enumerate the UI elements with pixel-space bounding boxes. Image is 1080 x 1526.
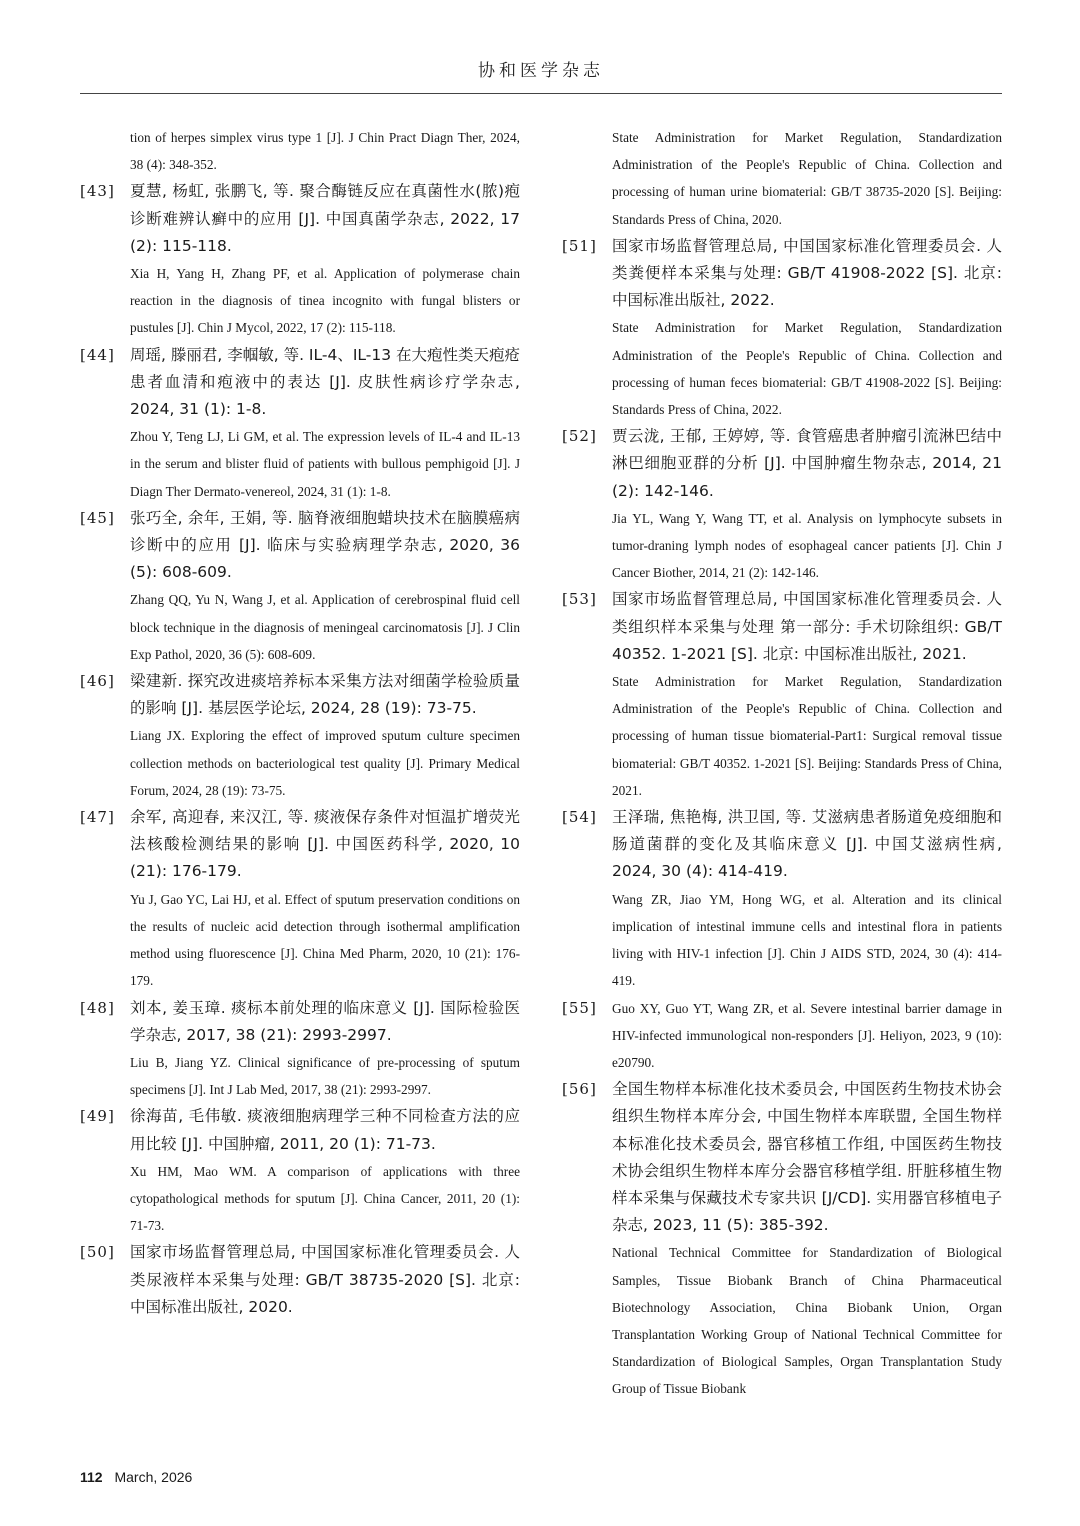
reference-number: [51] [562, 236, 597, 255]
reference-number: [46] [80, 672, 115, 691]
reference-text-chinese: 全国生物样本标准化技术委员会, 中国医药生物技术协会组织生物样本库分会, 中国生物样本库联盟, 全国生物样本标准化技术委员会, 器官移植工作组, 中国医药生物技术协会组织生物样本库分会器官移植学组. 肝脏移植生物样本采集与保藏技术专家共识 [J/CD]. 实用器官移植电子杂志, 2023, 11 (5): 385-392. [612, 1080, 1002, 1235]
reference-number: [56] [562, 1080, 597, 1099]
journal-title: 协和医学杂志 [478, 61, 604, 81]
reference-entry [80, 342, 520, 505]
reference-text-chinese: 国家市场监督管理总局, 中国国家标准化管理委员会. 人类组织样本采集与处理 第一部分: 手术切除组织: GB/T 40352. 1-2021 [S]. 北京: 中国标准出版社, 2021. [612, 590, 1002, 663]
reference-text-english: Liang JX. Exploring the effect of improved sputum culture specimen collection methods on bacteriological test quality [J]. Primary Medical Forum, 2024, 28 (19): 73-75. [130, 728, 520, 798]
reference-number: [53] [562, 590, 597, 609]
page-number: 112 [80, 1469, 103, 1485]
reference-text-chinese: 贾云泷, 王郁, 王婷婷, 等. 食管癌患者肿瘤引流淋巴结中淋巴细胞亚群的分析 [J]. 中国肿瘤生物杂志, 2014, 21 (2): 142-146. [612, 427, 1002, 500]
reference-text-english: Guo XY, Guo YT, Wang ZR, et al. Severe intestinal barrier damage in HIV-infected immunological non-responders [J]. Heliyon, 2023, 9 (10): e20790. [612, 1000, 1002, 1070]
reference-entry [80, 804, 520, 994]
reference-text-chinese: 夏慧, 杨虹, 张鹏飞, 等. 聚合酶链反应在真菌性水(脓)疱诊断难辨认癣中的应用 [J]. 中国真菌学杂志, 2022, 17 (2): 115-118. [130, 182, 520, 255]
reference-text-chinese: 王泽瑞, 焦艳梅, 洪卫国, 等. 艾滋病患者肠道免疫细胞和肠道菌群的变化及其临床意义 [J]. 中国艾滋病性病, 2024, 30 (4): 414-419. [612, 808, 1002, 881]
reference-text-chinese: 张巧全, 余年, 王娟, 等. 脑脊液细胞蜡块技术在脑膜癌病诊断中的应用 [J]. 临床与实验病理学杂志, 2020, 36 (5): 608-609. [130, 508, 520, 582]
reference-entry [80, 1239, 520, 1321]
reference-number: [44] [80, 345, 115, 364]
left-column-references [80, 124, 520, 1321]
reference-text-chinese: 周瑶, 滕丽君, 李帼敏, 等. IL-4、IL-13 在大疱性类天疱疮患者血清和疱液中的表达 [J]. 皮肤性病诊疗学杂志, 2024, 31 (1): 1-8. [130, 345, 520, 419]
reference-text-english: Yu J, Gao YC, Lai HJ, et al. Effect of sputum preservation conditions on the results of nucleic acid detection through isothermal amplification method using fluorescence [J]. China Med Pharm, 2020, 10 (21): 176-179. [130, 891, 520, 989]
reference-entry [80, 1103, 520, 1239]
reference-entry [80, 178, 520, 341]
reference-text-english: Xu HM, Mao WM. A comparison of applications with three cytopathological methods for sputum [J]. China Cancer, 2011, 20 (1): 71-73. [130, 1163, 520, 1234]
reference-text-english: State Administration for Market Regulation, Standardization Administration of the People's Republic of China. Collection and processing of human feces biomaterial: GB/T 41908-2022 [S]. Beijing: Standards Press of China, 2022. [612, 320, 1002, 418]
reference-text-english: National Technical Committee for Standardization of Biological Samples, Tissue Biobank Branch of China Pharmaceutical Biotechnology Association, China Biobank Union, Organ Transplantation Working Group of National Technical Committee for Standardization of Biological Samples, Organ Transplantation Study Group of Tissue Biobank [612, 1245, 1002, 1397]
reference-text-english: Zhou Y, Teng LJ, Li GM, et al. The expression levels of IL-4 and IL-13 in the serum and blister fluid of patients with bullous pemphigoid [J]. J Diagn Ther Dermato-venereol, 2024, 31 (1): 1-8. [130, 429, 520, 499]
page-footer [80, 1469, 192, 1485]
reference-entry [562, 804, 1002, 994]
reference-entry [562, 233, 1002, 423]
reference-entry [80, 995, 520, 1104]
reference-text-chinese: 国家市场监督管理总局, 中国国家标准化管理委员会. 人类粪便样本采集与处理: GB/T 41908-2022 [S]. 北京: 中国标准出版社, 2022. [612, 236, 1002, 310]
reference-entry [562, 124, 1002, 233]
reference-text-english: State Administration for Market Regulation, Standardization Administration of the People's Republic of China. Collection and processing of human urine biomaterial: GB/T 38735-2020 [S]. Beijing: Standards Press of China, 2020. [612, 130, 1002, 227]
reference-number: [54] [562, 808, 597, 827]
reference-text-english: State Administration for Market Regulation, Standardization Administration of the People's Republic of China. Collection and processing of human tissue biomaterial-Part1: Surgical removal tissue biomaterial: GB/T 40352. 1-2021 [S]. Beijing: Standards Press of China, 2021. [612, 674, 1002, 798]
reference-text-english: Zhang QQ, Yu N, Wang J, et al. Application of cerebrospinal fluid cell block technique in the diagnosis of meningeal carcinomatosis [J]. J Clin Exp Pathol, 2020, 36 (5): 608-609. [130, 592, 520, 662]
reference-text-chinese: 梁建新. 探究改进痰培养标本采集方法对细菌学检验质量的影响 [J]. 基层医学论坛, 2024, 28 (19): 73-75. [130, 672, 520, 718]
reference-entry [562, 423, 1002, 586]
reference-number: [55] [562, 998, 597, 1017]
reference-number: [49] [80, 1107, 115, 1126]
reference-number: [50] [80, 1243, 115, 1262]
reference-entry [80, 505, 520, 668]
reference-text-english: Jia YL, Wang Y, Wang TT, et al. Analysis on lymphocyte subsets in tumor-draning lymph nodes of esophageal cancer patients [J]. Chin J Cancer Biother, 2014, 21 (2): 142-146. [612, 510, 1002, 581]
reference-number: [43] [80, 182, 115, 201]
reference-text-chinese: 刘本, 姜玉璋. 痰标本前处理的临床意义 [J]. 国际检验医学杂志, 2017, 38 (21): 2993-2997. [130, 998, 520, 1044]
reference-text-english: Wang ZR, Jiao YM, Hong WG, et al. Alteration and its clinical implication of intestinal immune cells and intestinal flora in patients living with HIV-1 infection [J]. Chin J AIDS STD, 2024, 30 (4): 414-419. [612, 891, 1002, 989]
reference-text-english: Xia H, Yang H, Zhang PF, et al. Application of polymerase chain reaction in the diagnosis of tinea incognito with fungal blisters or pustules [J]. Chin J Mycol, 2022, 17 (2): 115-118. [130, 266, 520, 336]
reference-text-chinese: 余军, 高迎春, 来汉江, 等. 痰液保存条件对恒温扩增荧光法核酸检测结果的影响 [J]. 中国医药科学, 2020, 10 (21): 176-179. [130, 808, 520, 881]
reference-number: [48] [80, 998, 115, 1017]
reference-entry [562, 586, 1002, 804]
reference-entry [80, 668, 520, 804]
reference-number: [45] [80, 508, 115, 527]
reference-text-english: Liu B, Jiang YZ. Clinical significance of pre-processing of sputum specimens [J]. Int J Lab Med, 2017, 38 (21): 2993-2997. [130, 1054, 520, 1098]
issue-date: March, 2026 [114, 1469, 193, 1485]
reference-text-english: tion of herpes simplex virus type 1 [J]. J Chin Pract Diagn Ther, 2024, 38 (4): 348-352. [130, 130, 520, 173]
right-column-references [562, 124, 1002, 1403]
reference-text-chinese: 徐海苗, 毛伟敏. 痰液细胞病理学三种不同检查方法的应用比较 [J]. 中国肿瘤, 2011, 20 (1): 71-73. [130, 1107, 520, 1153]
reference-number: [47] [80, 808, 115, 827]
reference-entry [80, 124, 520, 178]
reference-entry [562, 995, 1002, 1077]
reference-entry [562, 1076, 1002, 1402]
reference-text-chinese: 国家市场监督管理总局, 中国国家标准化管理委员会. 人类尿液样本采集与处理: GB/T 38735-2020 [S]. 北京: 中国标准出版社, 2020. [130, 1243, 520, 1316]
header-rule [80, 93, 1002, 94]
reference-number: [52] [562, 427, 597, 446]
